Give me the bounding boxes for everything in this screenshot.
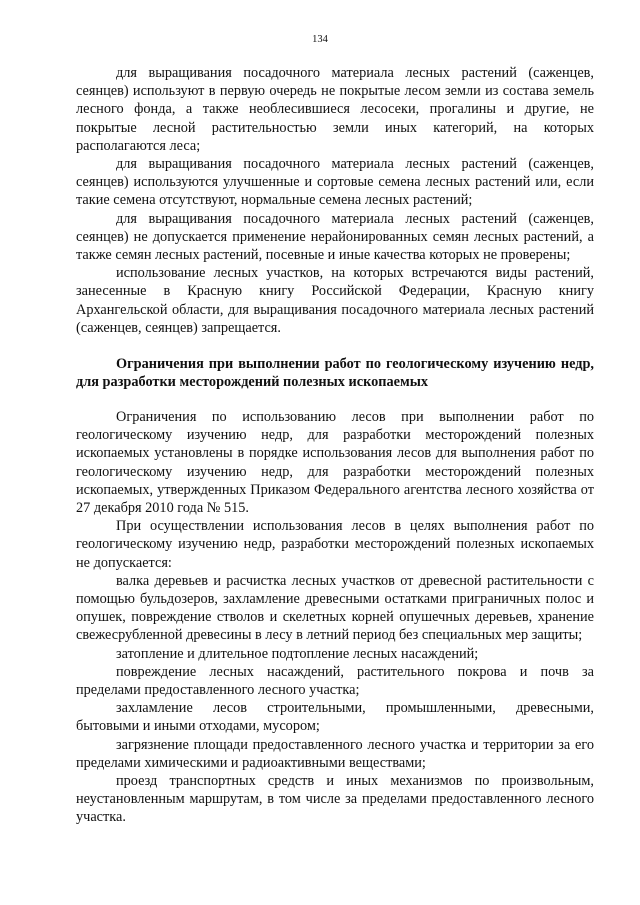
page-number: 134	[312, 34, 328, 45]
paragraph: загрязнение площади предоставленного лесного участка и территории за его пределами химическими и радиоактивными веществами;	[76, 736, 594, 771]
paragraph: для выращивания посадочного материала лесных растений (саженцев, сеянцев) используют в первую очередь не покрытые лесом земли из состава земель лесного фонда, а также необлесившиеся лесосеки, прогалины и другие, не покрытые лесной растительностью земли иных категорий, на которых располагаются леса;	[76, 65, 594, 154]
restrictions-block-seedlings	[76, 64, 594, 337]
paragraph: захламление лесов строительными, промышленными, древесными, бытовыми и иными отходами, мусором;	[76, 700, 594, 735]
paragraph: для выращивания посадочного материала лесных растений (саженцев, сеянцев) не допускается применение нерайонированных семян лесных растений, а также семян лесных растений, посевные и иные качества которых не проверены;	[76, 210, 594, 264]
paragraph: использование лесных участков, на которых встречаются виды растений, занесенные в Красную книгу Российской Федерации, Красную книгу Архангельской области, для выращивания посадочного материала лесных растений (саженцев, сеянцев) запрещается.	[76, 265, 594, 336]
paragraph: При осуществлении использования лесов в целях выполнения работ по геологическому изучению недр, разработки месторождений полезных ископаемых не допускается:	[76, 518, 594, 571]
section-heading: Ограничения при выполнении работ по геологическому изучению недр, для разработки месторождений полезных ископаемых	[76, 356, 594, 391]
paragraph: проезд транспортных средств и иных механизмов по произвольным, неустановленным маршрутам, в том числе за пределами предоставленного лесного участка.	[76, 773, 594, 826]
paragraph: Ограничения по использованию лесов при выполнении работ по геологическому изучению недр, для разработки месторождений полезных ископаемых установлены в порядке использования лесов для выполнения работ по геологическому изучению недр, для разработки месторождений полезных ископаемых, утвержденных Приказом Федерального агентства лесного хозяйства от 27 декабря 2010 года № 515.	[76, 409, 594, 517]
paragraph: затопление и длительное подтопление лесных насаждений;	[116, 645, 479, 662]
paragraph: для выращивания посадочного материала лесных растений (саженцев, сеянцев) используются улучшенные и сортовые семена лесных растений или, если такие семена отсутствуют, нормальные семена лесных растений;	[76, 156, 594, 209]
restrictions-block-geology	[76, 408, 594, 827]
paragraph: валка деревьев и расчистка лесных участков от древесной растительности с помощью бульдозеров, захламление древесными остатками приграничных полос и опушек, повреждение стволов и скелетных корней опушечных деревьев, хранение свежесрубленной древесины в лесу в летний период без специальных мер защиты;	[76, 572, 594, 644]
paragraph: повреждение лесных насаждений, растительного покрова и почв за пределами предоставленного лесного участка;	[76, 663, 594, 699]
